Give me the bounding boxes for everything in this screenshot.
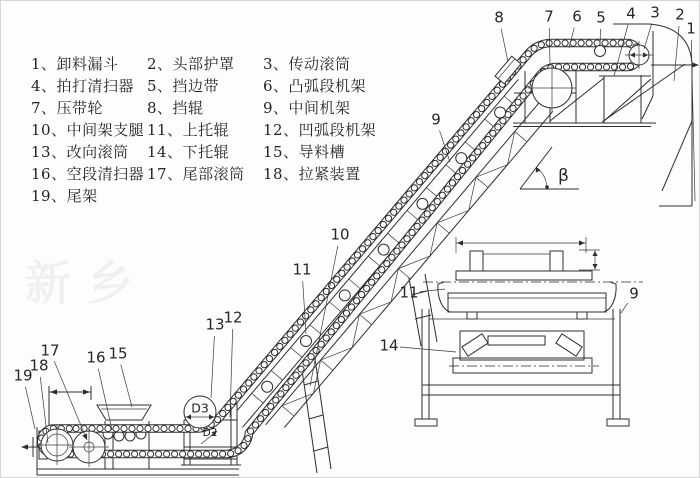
legend-item-6-0: 19、尾架 (31, 187, 98, 205)
legend-item-5-0: 16、空段清扫器 (31, 165, 145, 183)
legend-item-5-2: 18、拉紧装置 (263, 165, 361, 183)
callout-main-9: 9 (431, 110, 441, 129)
angle-symbol (520, 147, 579, 189)
callout-main-4: 4 (626, 4, 636, 23)
callout-main-7: 7 (544, 7, 554, 26)
callout-main-17: 17 (40, 341, 60, 360)
callout-main-16: 16 (86, 348, 106, 367)
dim-label-D2: D2 (202, 427, 218, 439)
legend-item-3-2: 12、凹弧段机架 (263, 121, 377, 139)
legend-item-2-1: 8、挡辊 (147, 99, 204, 117)
legend-item-4-2: 15、导料槽 (263, 143, 346, 161)
callout-cs-9: 9 (629, 284, 639, 303)
svg-text:β: β (558, 166, 569, 186)
callout-main-1: 1 (686, 19, 696, 38)
callout-main-18: 18 (29, 356, 49, 375)
head-guard-hopper (613, 24, 692, 206)
callout-main-6: 6 (572, 7, 582, 26)
legend-item-1-2: 6、凸弧段机架 (263, 77, 367, 95)
legend-item-4-1: 14、下托辊 (147, 143, 230, 161)
legend-item-2-0: 7、压带轮 (31, 99, 104, 117)
watermark: 新乡 (25, 256, 149, 310)
legend-item-0-2: 3、传动滚筒 (263, 55, 351, 73)
callout-main-12: 12 (223, 308, 243, 327)
callout-main-15: 15 (108, 344, 128, 363)
callout-main-2: 2 (675, 5, 685, 24)
callout-cs-14: 14 (379, 336, 399, 355)
legend-item-4-0: 13、改向滚筒 (31, 143, 129, 161)
legend-item-1-1: 5、挡边带 (147, 77, 220, 95)
callout-main-3: 3 (650, 3, 660, 22)
legend-item-3-1: 11、上托辊 (147, 121, 230, 139)
legend-item-1-0: 4、拍打清扫器 (31, 77, 135, 95)
callout-main-19: 19 (13, 366, 33, 385)
legend-item-2-2: 9、中间机架 (263, 99, 351, 117)
callout-main-8: 8 (494, 8, 504, 27)
legend-item-0-1: 2、头部护罩 (147, 55, 235, 73)
callout-main-5: 5 (596, 8, 606, 27)
legend-item-5-1: 17、尾部滚筒 (147, 165, 245, 183)
callout-main-13: 13 (205, 315, 225, 334)
cross-section-view (415, 237, 643, 426)
callout-main-10: 10 (330, 225, 350, 244)
legend-item-3-0: 10、中间架支腿 (31, 121, 145, 139)
callout-main-11: 11 (292, 260, 312, 279)
callout-cs-11: 11 (399, 283, 419, 302)
dim-label-D3: D3 (191, 400, 209, 416)
legend-item-0-0: 1、卸料漏斗 (31, 55, 119, 73)
